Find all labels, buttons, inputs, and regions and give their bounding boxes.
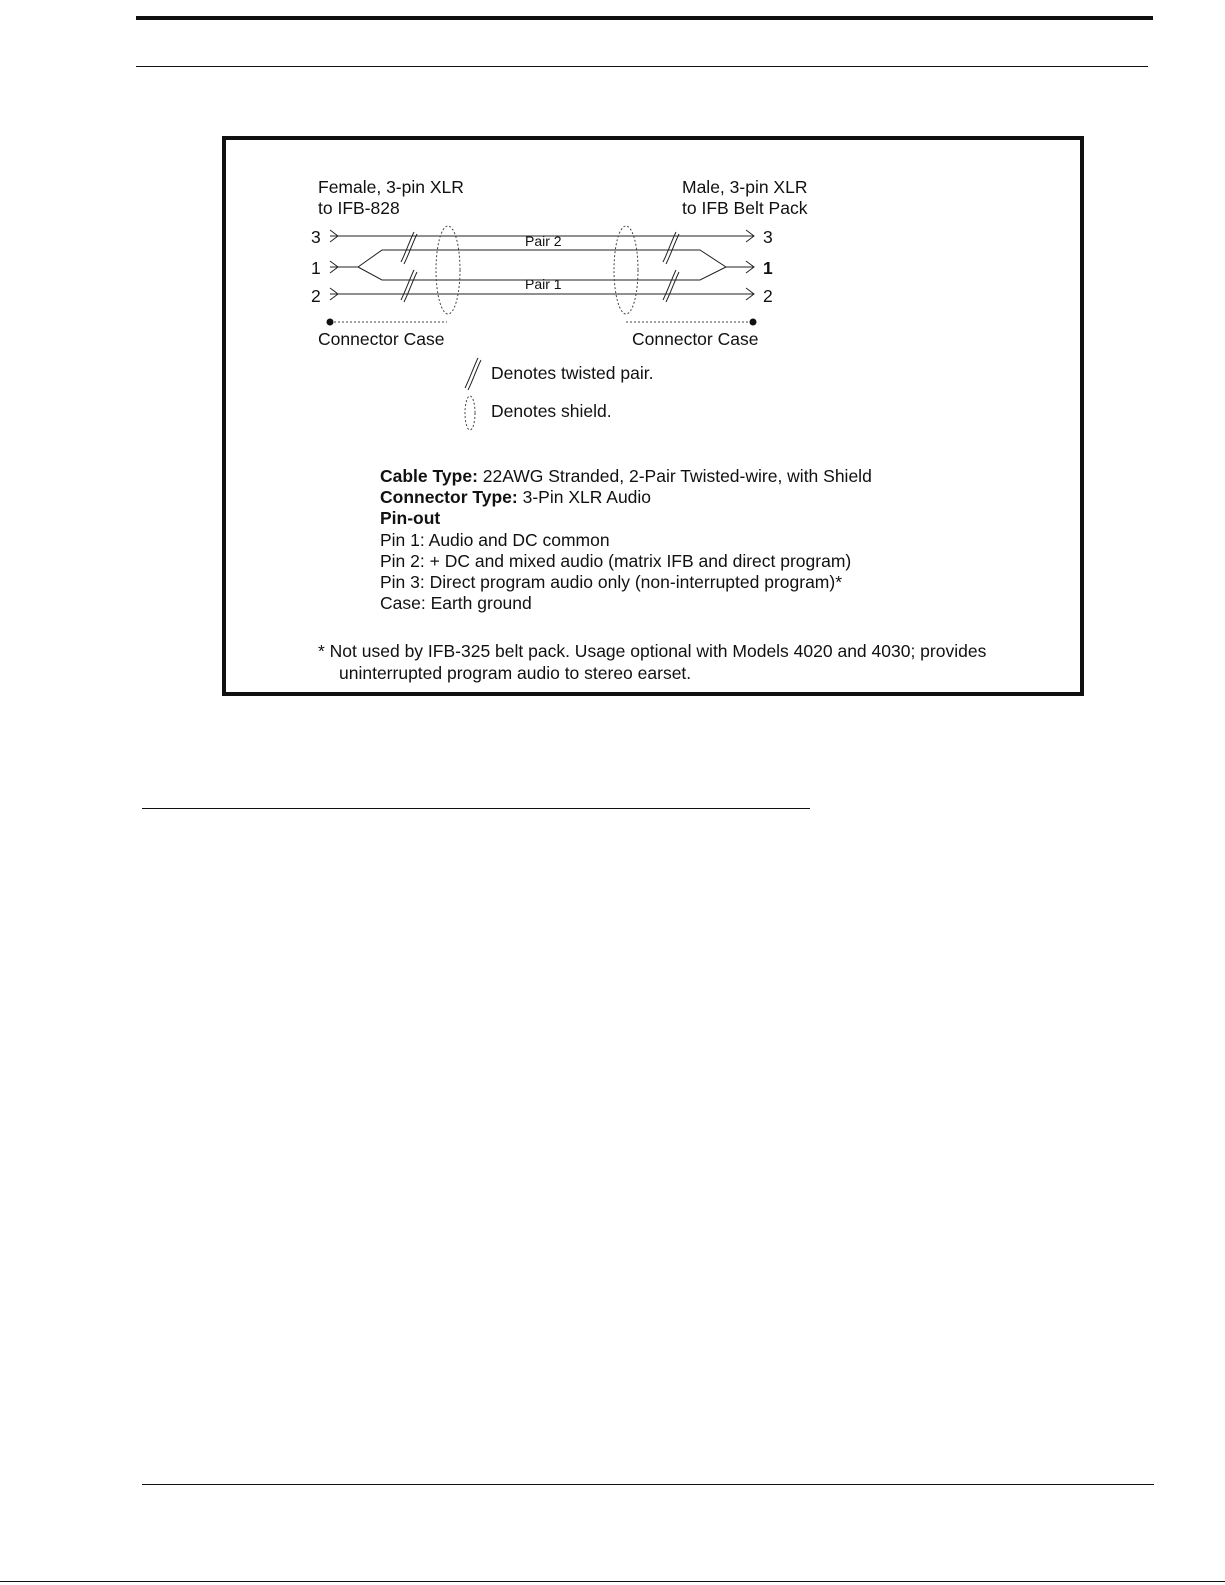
pair1-label: Pair 1 bbox=[525, 276, 562, 292]
left-pin-entries bbox=[330, 230, 338, 300]
twisted-pair-icon bbox=[663, 232, 679, 264]
connector-type-line bbox=[380, 487, 872, 508]
twisted-pair-icon bbox=[401, 232, 417, 264]
pair2-label: Pair 2 bbox=[525, 233, 562, 249]
footer-rule bbox=[142, 1484, 1154, 1485]
legend-twisted-pair-text: Denotes twisted pair. bbox=[491, 363, 654, 383]
twisted-pair-icon bbox=[401, 270, 417, 302]
right-case-dot bbox=[750, 319, 757, 326]
right-pin-arrows bbox=[746, 230, 754, 300]
wiring-figure bbox=[222, 136, 1084, 696]
header-rule-thin bbox=[136, 66, 1148, 67]
wire-pin1-upper bbox=[330, 250, 754, 267]
left-pin-1: 1 bbox=[311, 258, 321, 278]
right-connector-title-line2: to IFB Belt Pack bbox=[682, 198, 808, 218]
section-rule bbox=[142, 808, 810, 809]
pin2-description: Pin 2: + DC and mixed audio (matrix IFB and direct program) bbox=[380, 550, 852, 571]
right-connector-case-label: Connector Case bbox=[632, 329, 759, 349]
twisted-pair-icon bbox=[663, 270, 679, 302]
connector-case-links bbox=[327, 319, 757, 326]
pinout-heading: Pin-out bbox=[380, 508, 441, 529]
cable-specifications bbox=[380, 466, 872, 614]
cable-type-value: 22AWG Stranded, 2-Pair Twisted-wire, with Shield bbox=[477, 466, 872, 486]
cable-type-label: Cable Type: bbox=[380, 466, 478, 486]
connector-type-label: Connector Type: bbox=[380, 487, 518, 508]
pin3-description: Pin 3: Direct program audio only (non-interrupted program)* bbox=[380, 572, 843, 593]
left-connector-title-line2: to IFB-828 bbox=[318, 198, 400, 218]
left-case-dot bbox=[327, 319, 334, 326]
connector-type-value: 3-Pin XLR Audio bbox=[517, 487, 652, 508]
left-pin-3: 3 bbox=[311, 227, 321, 247]
twisted-pair-legend-icon bbox=[465, 358, 481, 390]
header-rule-thick bbox=[136, 16, 1153, 20]
right-pin-1: 1 bbox=[763, 258, 773, 278]
footnote bbox=[318, 640, 986, 684]
left-connector-title-line1: Female, 3-pin XLR bbox=[318, 177, 464, 197]
right-connector-title-line1: Male, 3-pin XLR bbox=[682, 177, 808, 197]
cable-type-line bbox=[380, 466, 872, 487]
shield-icon bbox=[436, 226, 460, 314]
right-pin-2: 2 bbox=[763, 286, 773, 306]
page-bottom-rule bbox=[0, 1581, 1225, 1582]
legend-shield-text: Denotes shield. bbox=[491, 401, 612, 421]
shield-legend-icon bbox=[465, 396, 475, 430]
shield-icon bbox=[614, 226, 638, 314]
footnote-line2: uninterrupted program audio to stereo earset. bbox=[339, 663, 692, 683]
legend bbox=[465, 358, 653, 430]
left-pin-2: 2 bbox=[311, 286, 321, 306]
footnote-line1: * Not used by IFB-325 belt pack. Usage optional with Models 4020 and 4030; provides bbox=[318, 641, 987, 661]
case-description: Case: Earth ground bbox=[380, 593, 532, 614]
pin1-description: Pin 1: Audio and DC common bbox=[380, 529, 610, 550]
right-pin-3: 3 bbox=[763, 227, 773, 247]
left-connector-case-label: Connector Case bbox=[318, 329, 445, 349]
